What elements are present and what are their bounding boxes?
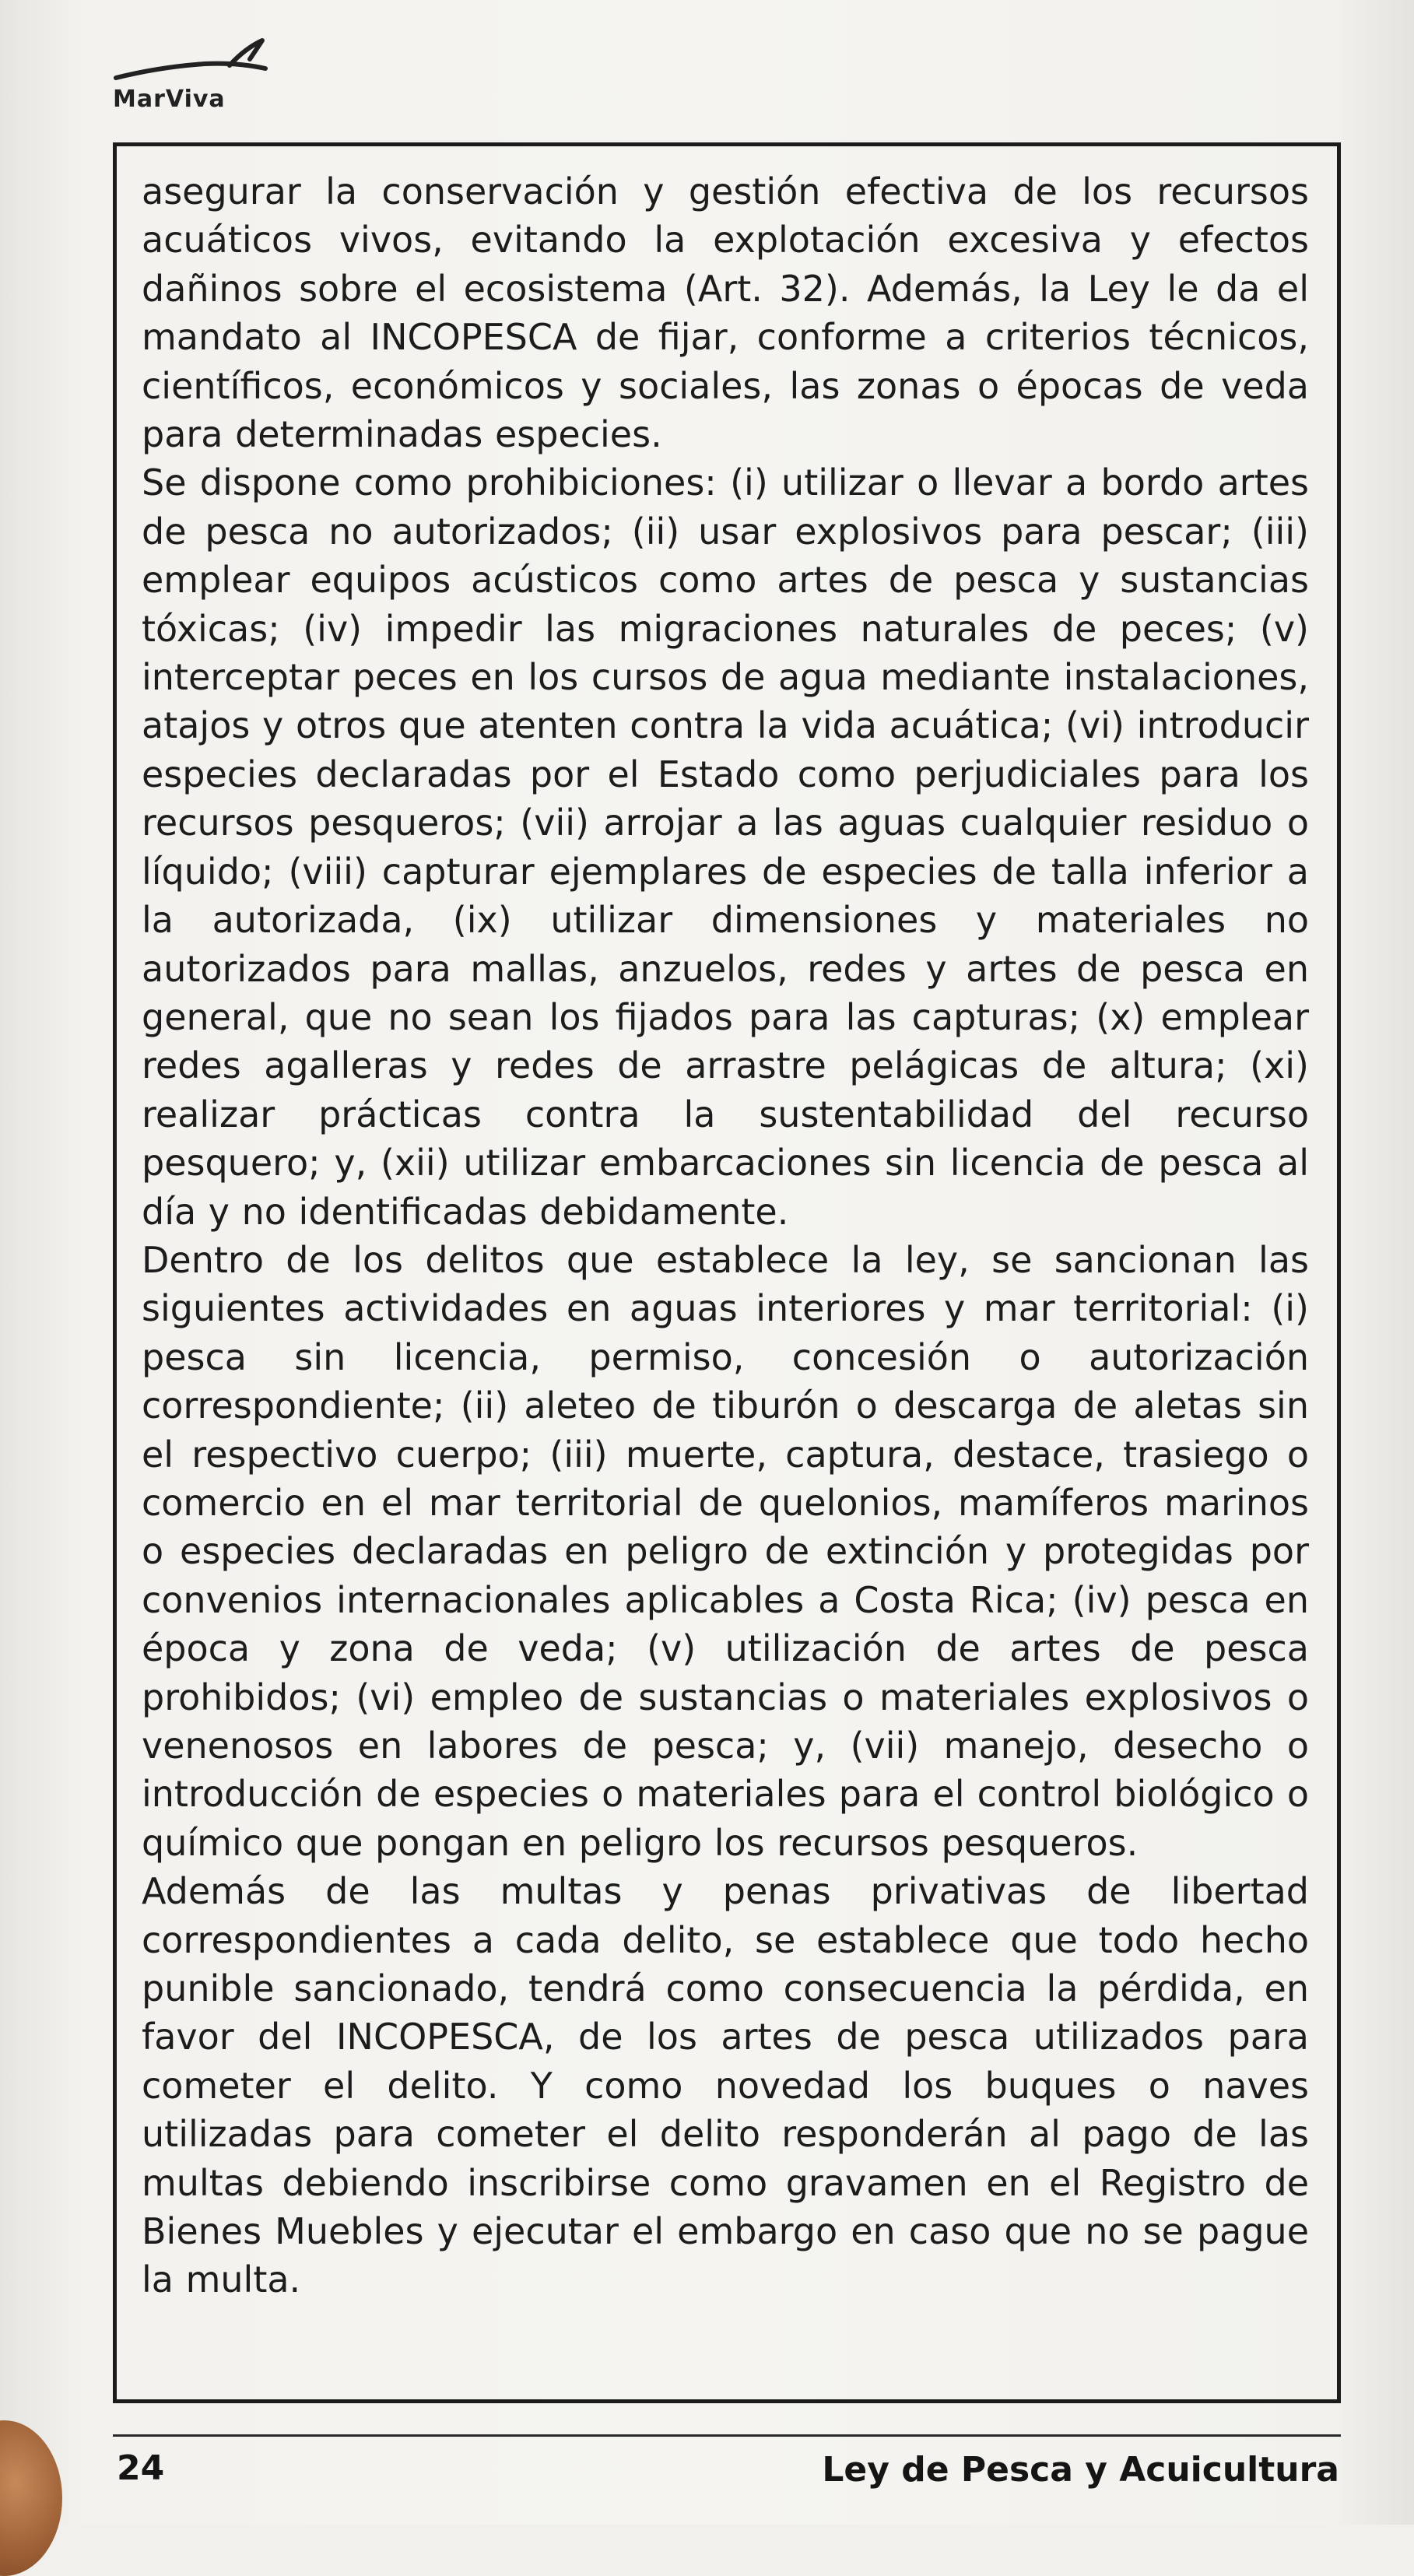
logo-wordmark: MarViva (113, 86, 226, 113)
paragraph: asegurar la conservación y gestión efectiva de los recursos acuáticos vivos, evitando la explotación excesiva y efectos dañinos sobre el ecosistema (Art. 32). Además, la Ley le da el mandato al INCOPESCA de fijar, conforme a criterios técnicos, científicos, económicos y sociales, las zonas o épocas de veda para determinadas especies. (142, 170, 1309, 456)
paragraph: Además de las multas y penas privativas de libertad correspondientes a cada delito, se establece que todo hecho punible sancionado, tendrá como consecuencia la pérdida, en favor del INCOPESCA, de los artes de pesca utilizados para cometer el delito. Y como novedad los buques o naves utilizadas para cometer el delito responderán al pago de las multas debiendo inscribirse como gravamen en el Registro de Bienes Muebles y ejecutar el embargo en caso que no se pague la multa. (142, 1870, 1309, 2301)
running-title: Ley de Pesca y Acuicultura (822, 2450, 1339, 2490)
marviva-logo (113, 33, 284, 118)
paragraph: Dentro de los delitos que establece la ley, se sancionan las siguientes actividades en aguas interiores y mar territorial: (i) pesca sin licencia, permiso, concesión o autorización correspondiente; (ii) aleteo de tiburón o descarga de aletas sin el respectivo cuerpo; (iii) muerte, captura, destace, trasiego o comercio en el mar territorial de quelonios, mamíferos marinos o especies declaradas en peligro de extinción y protegidas por convenios internacionales aplicables a Costa Rica; (iv) pesca en época y zona de veda; (v) utilización de artes de pesca prohibidos; (vi) empleo de sustancias o materiales explosivos o venenosos en labores de pesca; y, (vii) manejo, desecho o introducción de especies o materiales para el control biológico o químico que pongan en peligro los recursos pesqueros. (142, 1238, 1309, 1864)
footer-divider (113, 2434, 1341, 2437)
page-number: 24 (117, 2448, 165, 2488)
body-text (142, 167, 1309, 2304)
paragraph: Se dispone como prohibiciones: (i) utilizar o llevar a bordo artes de pesca no autorizados; (ii) usar explosivos para pescar; (iii) emplear equipos acústicos como artes de pesca y sustancias tóxicas; (iv) impedir las migraciones naturales de peces; (v) interceptar peces en los cursos de agua mediante instalaciones, atajos y otros que atenten contra la vida acuática; (vi) introducir especies declaradas por el Estado como perjudiciales para los recursos pesqueros; (vii) arrojar a las aguas cualquier residuo o líquido; (viii) capturar ejemplares de especies de talla inferior a la autorizada, (ix) utilizar dimensiones y materiales no autorizados para mallas, anzuelos, redes y artes de pesca en general, que no sean los fijados para las capturas; (x) emplear redes agalleras y redes de arrastre pelágicas de altura; (xi) realizar prácticas contra la sustentabilidad del recurso pesquero; y, (xii) utilizar embarcaciones sin licencia de pesca al día y no identificadas debidamente. (142, 462, 1309, 1233)
